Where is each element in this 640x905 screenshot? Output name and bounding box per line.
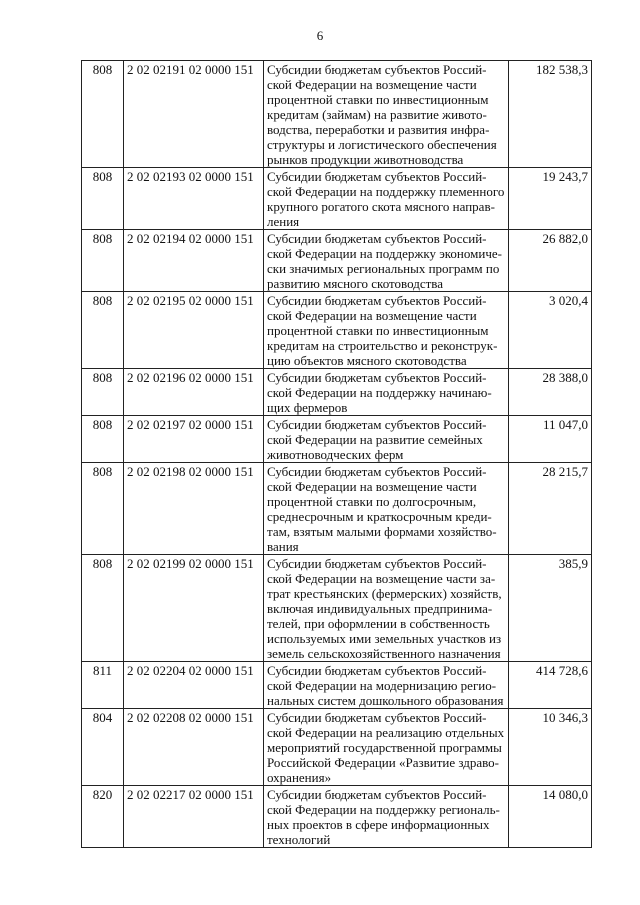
budget-classification-code-cell: 2 02 02195 02 0000 151: [124, 292, 264, 369]
admin-code-cell: 808: [82, 61, 124, 168]
budget-classification-code-cell: 2 02 02193 02 0000 151: [124, 168, 264, 230]
table-row: [82, 463, 592, 555]
budget-classification-code-cell: 2 02 02198 02 0000 151: [124, 463, 264, 555]
table-row: [82, 416, 592, 463]
admin-code-cell: 804: [82, 709, 124, 786]
table-row: [82, 662, 592, 709]
budget-revenue-table: [81, 60, 592, 848]
amount-cell: 11 047,0: [509, 416, 592, 463]
budget-classification-code-cell: 2 02 02191 02 0000 151: [124, 61, 264, 168]
amount-cell: 14 080,0: [509, 786, 592, 848]
amount-cell: 28 388,0: [509, 369, 592, 416]
table-row: [82, 786, 592, 848]
table-row: [82, 369, 592, 416]
revenue-description-cell: Субсидии бюджетам субъектов Россий- ской Федерации на развитие семейных животноводческих ферм: [264, 416, 509, 463]
amount-cell: 385,9: [509, 555, 592, 662]
admin-code-cell: 808: [82, 555, 124, 662]
revenue-description-cell: Субсидии бюджетам субъектов Россий- ской Федерации на возмещение части процентной ставки по инвестиционным кредитам (займам) на развитие живото- водства, переработки и развития инфра- структуры и логистического обеспечения рынков продукции животноводства: [264, 61, 509, 168]
revenue-description-cell: Субсидии бюджетам субъектов Россий- ской Федерации на поддержку племенного крупного рогатого скота мясного направ- ления: [264, 168, 509, 230]
admin-code-cell: 808: [82, 369, 124, 416]
budget-classification-code-cell: 2 02 02208 02 0000 151: [124, 709, 264, 786]
budget-classification-code-cell: 2 02 02199 02 0000 151: [124, 555, 264, 662]
table-row: [82, 230, 592, 292]
budget-classification-code-cell: 2 02 02194 02 0000 151: [124, 230, 264, 292]
revenue-description-cell: Субсидии бюджетам субъектов Россий- ской Федерации на поддержку начинаю- щих фермеров: [264, 369, 509, 416]
budget-classification-code-cell: 2 02 02204 02 0000 151: [124, 662, 264, 709]
table-row: [82, 168, 592, 230]
revenue-description-cell: Субсидии бюджетам субъектов Россий- ской Федерации на возмещение части процентной ставки по долгосрочным, среднесрочным и краткосрочным креди- там, взятым малыми формами хозяйство- вания: [264, 463, 509, 555]
amount-cell: 414 728,6: [509, 662, 592, 709]
amount-cell: 3 020,4: [509, 292, 592, 369]
table-row: [82, 292, 592, 369]
admin-code-cell: 808: [82, 230, 124, 292]
admin-code-cell: 808: [82, 168, 124, 230]
amount-cell: 19 243,7: [509, 168, 592, 230]
amount-cell: 10 346,3: [509, 709, 592, 786]
budget-classification-code-cell: 2 02 02196 02 0000 151: [124, 369, 264, 416]
budget-classification-code-cell: 2 02 02217 02 0000 151: [124, 786, 264, 848]
amount-cell: 26 882,0: [509, 230, 592, 292]
revenue-description-cell: Субсидии бюджетам субъектов Россий- ской Федерации на поддержку экономиче- ски значимых региональных программ по развитию мясного скотоводства: [264, 230, 509, 292]
admin-code-cell: 808: [82, 463, 124, 555]
page-number: 6: [316, 28, 324, 43]
table-row: [82, 61, 592, 168]
admin-code-cell: 820: [82, 786, 124, 848]
revenue-description-cell: Субсидии бюджетам субъектов Россий- ской Федерации на возмещение части за- трат крестьянских (фермерских) хозяйств, включая индивидуальных предпринима- телей, при оформлении в собственность используемых ими земельных участков из земель сельскохозяйственного назначения: [264, 555, 509, 662]
amount-cell: 182 538,3: [509, 61, 592, 168]
table-row: [82, 555, 592, 662]
table-row: [82, 709, 592, 786]
budget-classification-code-cell: 2 02 02197 02 0000 151: [124, 416, 264, 463]
revenue-description-cell: Субсидии бюджетам субъектов Россий- ской Федерации на поддержку региональ- ных проектов в сфере информационных технологий: [264, 786, 509, 848]
admin-code-cell: 811: [82, 662, 124, 709]
revenue-description-cell: Субсидии бюджетам субъектов Россий- ской Федерации на реализацию отдельных мероприятий государственной программы Российской Федерации «Развитие здраво- охранения»: [264, 709, 509, 786]
revenue-description-cell: Субсидии бюджетам субъектов Россий- ской Федерации на возмещение части процентной ставки по инвестиционным кредитам на строительство и реконструк- цию объектов мясного скотоводства: [264, 292, 509, 369]
admin-code-cell: 808: [82, 292, 124, 369]
admin-code-cell: 808: [82, 416, 124, 463]
amount-cell: 28 215,7: [509, 463, 592, 555]
revenue-description-cell: Субсидии бюджетам субъектов Россий- ской Федерации на модернизацию регио- нальных систем дошкольного образования: [264, 662, 509, 709]
